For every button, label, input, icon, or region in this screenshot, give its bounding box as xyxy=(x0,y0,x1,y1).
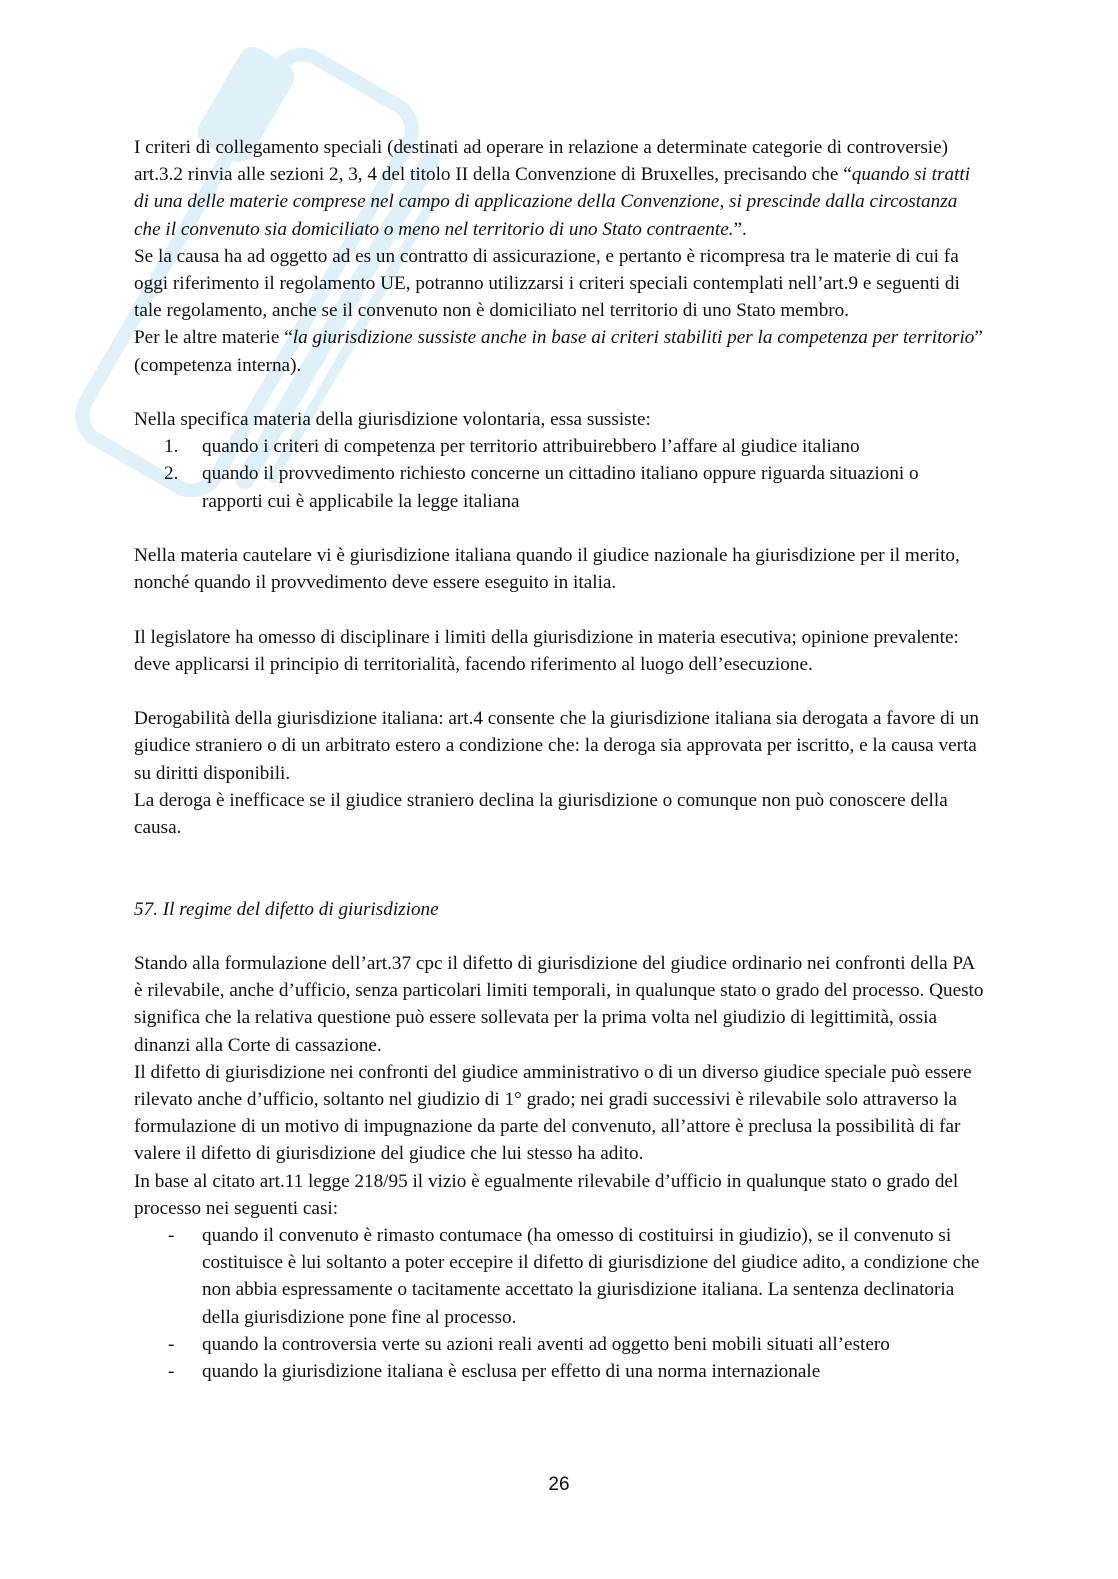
section-heading: 57. Il regime del difetto di giurisdizione xyxy=(134,898,439,920)
page-number: 26 xyxy=(548,1474,570,1495)
paragraph-giurisdizione-volontaria: Nella specifica materia della giurisdizione volontaria, essa sussiste: xyxy=(134,409,651,431)
paragraph-materia-esecutiva: Il legislatore ha omesso di disciplinare i limiti della giurisdizione in materia esecutiva; opinione prevalente: deve applicarsi il principio di territorialità, facendo riferimento al luogo dell’esecuzione. xyxy=(134,626,959,675)
numbered-list xyxy=(134,433,984,515)
paragraph-criteri-speciali: I criteri di collegamento speciali (destinati ad operare in relazione a determinate categorie di controversie) art.3.2 rinvia alle sezioni 2, 3, 4 del titolo II della Convenzione di Bruxelles, precisando che “quando si tratti di una delle materie comprese nel campo di applicazione della Convenzione, si prescinde dalla circostanza che il convenuto sia domiciliato o meno nel territorio di uno Stato contraente.”. xyxy=(134,137,971,240)
quote-convenzione: quando si tratti di una delle materie comprese nel campo di applicazione della Convenzione, si prescinde dalla circostanza che il convenuto sia domiciliato o meno nel territorio di uno Stato contraente. xyxy=(134,164,971,240)
quote-giurisdizione-sussiste: la giurisdizione sussiste anche in base ai criteri stabiliti per la competenza per territorio xyxy=(292,327,975,349)
paragraph-contratto-assicurazione: Se la causa ha ad oggetto ad es un contratto di assicurazione, e pertanto è ricompresa tra le materie di cui fa oggi riferimento il regolamento UE, potranno utilizzarsi i criteri speciali contemplati nell’art.9 e seguenti di tale regolamento, anche se il convenuto non è domiciliato nel territorio di uno Stato membro. xyxy=(134,245,960,322)
document-body xyxy=(134,134,984,1385)
paragraph-materia-cautelare: Nella materia cautelare vi è giurisdizione italiana quando il giudice nazionale ha giurisdizione per il merito, nonché quando il provvedimento deve essere eseguito in italia. xyxy=(134,545,960,594)
paragraph-art37: Stando alla formulazione dell’art.37 cpc il difetto di giurisdizione del giudice ordinario nei confronti della PA è rilevabile, anche d’ufficio, senza particolari limiti temporali, in qualunque stato o grado del processo. Questo significa che la relativa questione può essere sollevata per la prima volta nel giudizio di legittimità, ossia dinanzi alla Corte di cassazione. xyxy=(134,953,984,1056)
paragraph-giudice-amministrativo: Il difetto di giurisdizione nei confronti del giudice amministrativo o di un diverso giudice speciale può essere rilevato anche d’ufficio, soltanto nel giudizio di 1° grado; nei gradi successivi è rilevabile solo attraverso la formulazione di un motivo di impugnazione da parte del convenuto, all’attore è preclusa la possibilità di far valere il difetto di giurisdizione del giudice che lui stesso ha adito. xyxy=(134,1061,972,1165)
paragraph-derogabilita: Derogabilità della giurisdizione italiana: art.4 consente che la giurisdizione italiana sia derogata a favore di un giudice straniero o di un arbitrato estero a condizione che: la deroga sia approvata per iscritto, e la causa verta su diritti disponibili. xyxy=(134,708,979,784)
list-item: - quando la giurisdizione italiana è esclusa per effetto di una norma internazionale xyxy=(168,1361,821,1383)
list-item: - quando il convenuto è rimasto contumace (ha omesso di costituirsi in giudizio), se il convenuto si costituisce è lui soltanto a poter eccepire il difetto di giurisdizione del giudice adito, a condizione che non abbia espressamente o tacitamente accettato la giurisdizione italiana. La sentenza declinatoria della giurisdizione pone fine al processo. xyxy=(168,1225,980,1328)
dash-list xyxy=(134,1222,984,1385)
paragraph-altre-materie: Per le altre materie “la giurisdizione sussiste anche in base ai criteri stabiliti per la competenza per territorio” (competenza interna). xyxy=(134,327,983,376)
paragraph-deroga-inefficace: La deroga è inefficace se il giudice straniero declina la giurisdizione o comunque non può conoscere della causa. xyxy=(134,789,948,839)
list-item: - quando la controversia verte su azioni reali aventi ad oggetto beni mobili situati all’estero xyxy=(168,1333,890,1355)
list-item: 1. quando i criteri di competenza per territorio attribuirebbero l’affare al giudice italiano xyxy=(164,436,860,458)
list-item: 2. quando il provvedimento richiesto concerne un cittadino italiano oppure riguarda situazioni o rapporti cui è applicabile la legge italiana xyxy=(164,463,919,512)
paragraph-art11: In base al citato art.11 legge 218/95 il vizio è egualmente rilevabile d’ufficio in qualunque stato o grado del processo nei seguenti casi: xyxy=(134,1170,959,1219)
